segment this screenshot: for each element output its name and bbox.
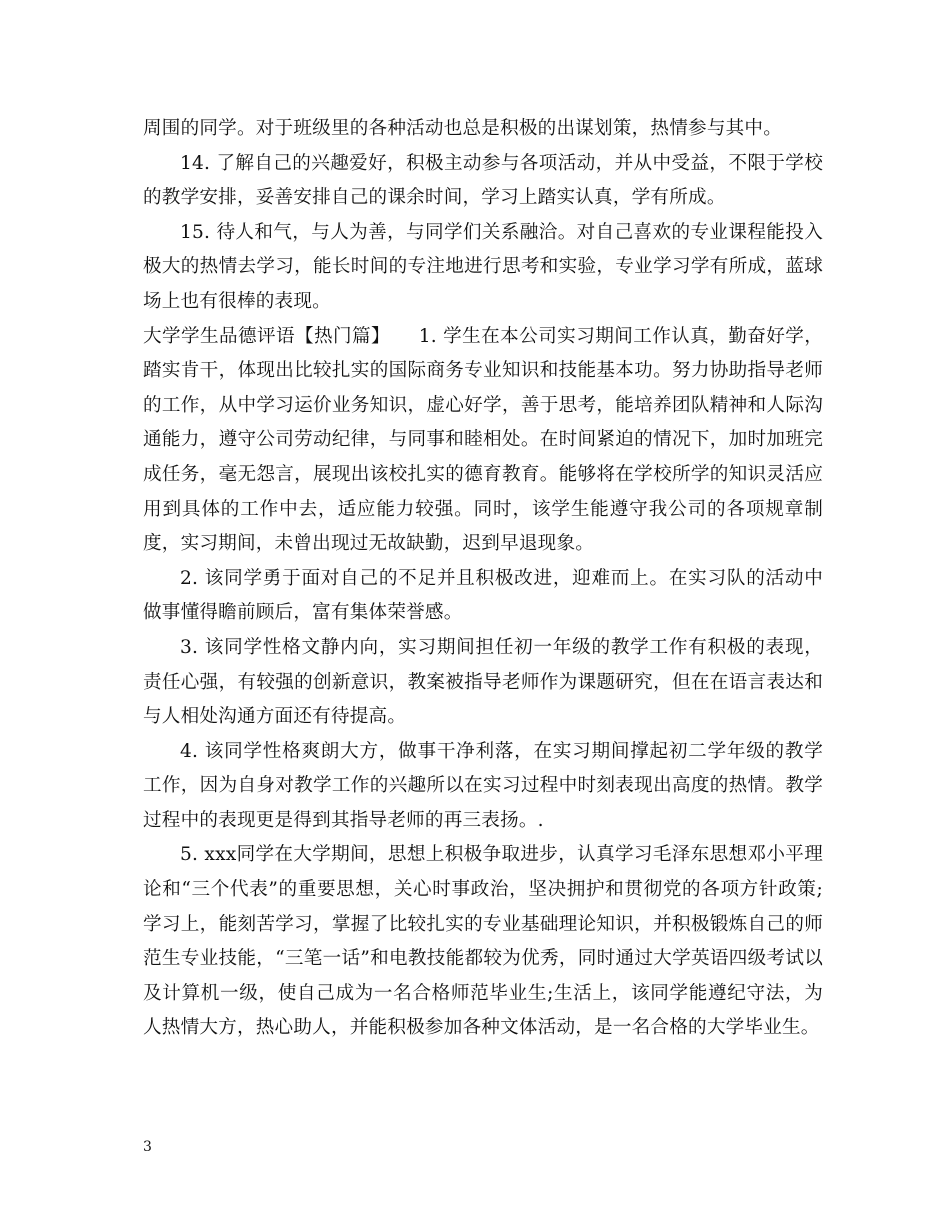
paragraph-3: 15. 待人和气，与人为善，与同学们关系融洽。对自己喜欢的专业课程能投入极大的热情去学习，能长时间的专注地进行思考和实验，专业学习学有所成，蓝球场上也有很棒的表现。: [143, 221, 823, 312]
paragraph-5: 2. 该同学勇于面对自己的不足并且积极改进，迎难而上。在实习队的活动中做事懂得瞻前顾后，富有集体荣誉感。: [143, 567, 823, 624]
paragraph-4: 大学学生品德评语【热门篇】 1. 学生在本公司实习期间工作认真，勤奋好学，踏实肯干，体现出比较扎实的国际商务专业知识和技能基本功。努力协助指导老师的工作，从中学习运价业务知识，虚心好学，善于思考，能培养团队精神和人际沟通能力，遵守公司劳动纪律，与同事和睦相处。在时间紧迫的情况下，加时加班完成任务，毫无怨言，展现出该校扎实的德育教育。能够将在学校所学的知识灵活应用到具体的工作中去，适应能力较强。同时，该学生能遵守我公司的各项规章制度，实习期间，未曾出现过无故缺勤，迟到早退现象。: [143, 325, 823, 555]
document-body: [143, 112, 823, 1046]
page-number: 3: [143, 1139, 152, 1155]
paragraph-2: 14. 了解自己的兴趣爱好，积极主动参与各项活动，并从中受益，不限于学校的教学安排，妥善安排自己的课余时间，学习上踏实认真，学有所成。: [143, 152, 823, 209]
paragraph-8: 5. xxx同学在大学期间，思想上积极争取进步，认真学习毛泽东思想邓小平理论和“三个代表”的重要思想，关心时事政治，坚决拥护和贯彻党的各项方针政策;学习上，能刻苦学习，掌握了比较扎实的专业基础理论知识，并积极锻炼自己的师范生专业技能，“三笔一话”和电教技能都较为优秀，同时通过大学英语四级考试以及计算机一级，使自己成为一名合格师范毕业生;生活上，该同学能遵纪守法，为人热情大方，热心助人，并能积极参加各种文体活动，是一名合格的大学毕业生。: [143, 844, 823, 1039]
paragraph-7: 4. 该同学性格爽朗大方，做事干净利落，在实习期间撑起初二学年级的教学工作，因为自身对教学工作的兴趣所以在实习过程中时刻表现出高度的热情。教学过程中的表现更是得到其指导老师的再三表扬。.: [143, 740, 823, 831]
paragraph-1: 周围的同学。对于班级里的各种活动也总是积极的出谋划策，热情参与其中。: [143, 118, 782, 139]
paragraph-6: 3. 该同学性格文静内向，实习期间担任初一年级的教学工作有积极的表现，责任心强，有较强的创新意识，教案被指导老师作为课题研究，但在在语言表达和与人相处沟通方面还有待提高。: [143, 636, 823, 728]
